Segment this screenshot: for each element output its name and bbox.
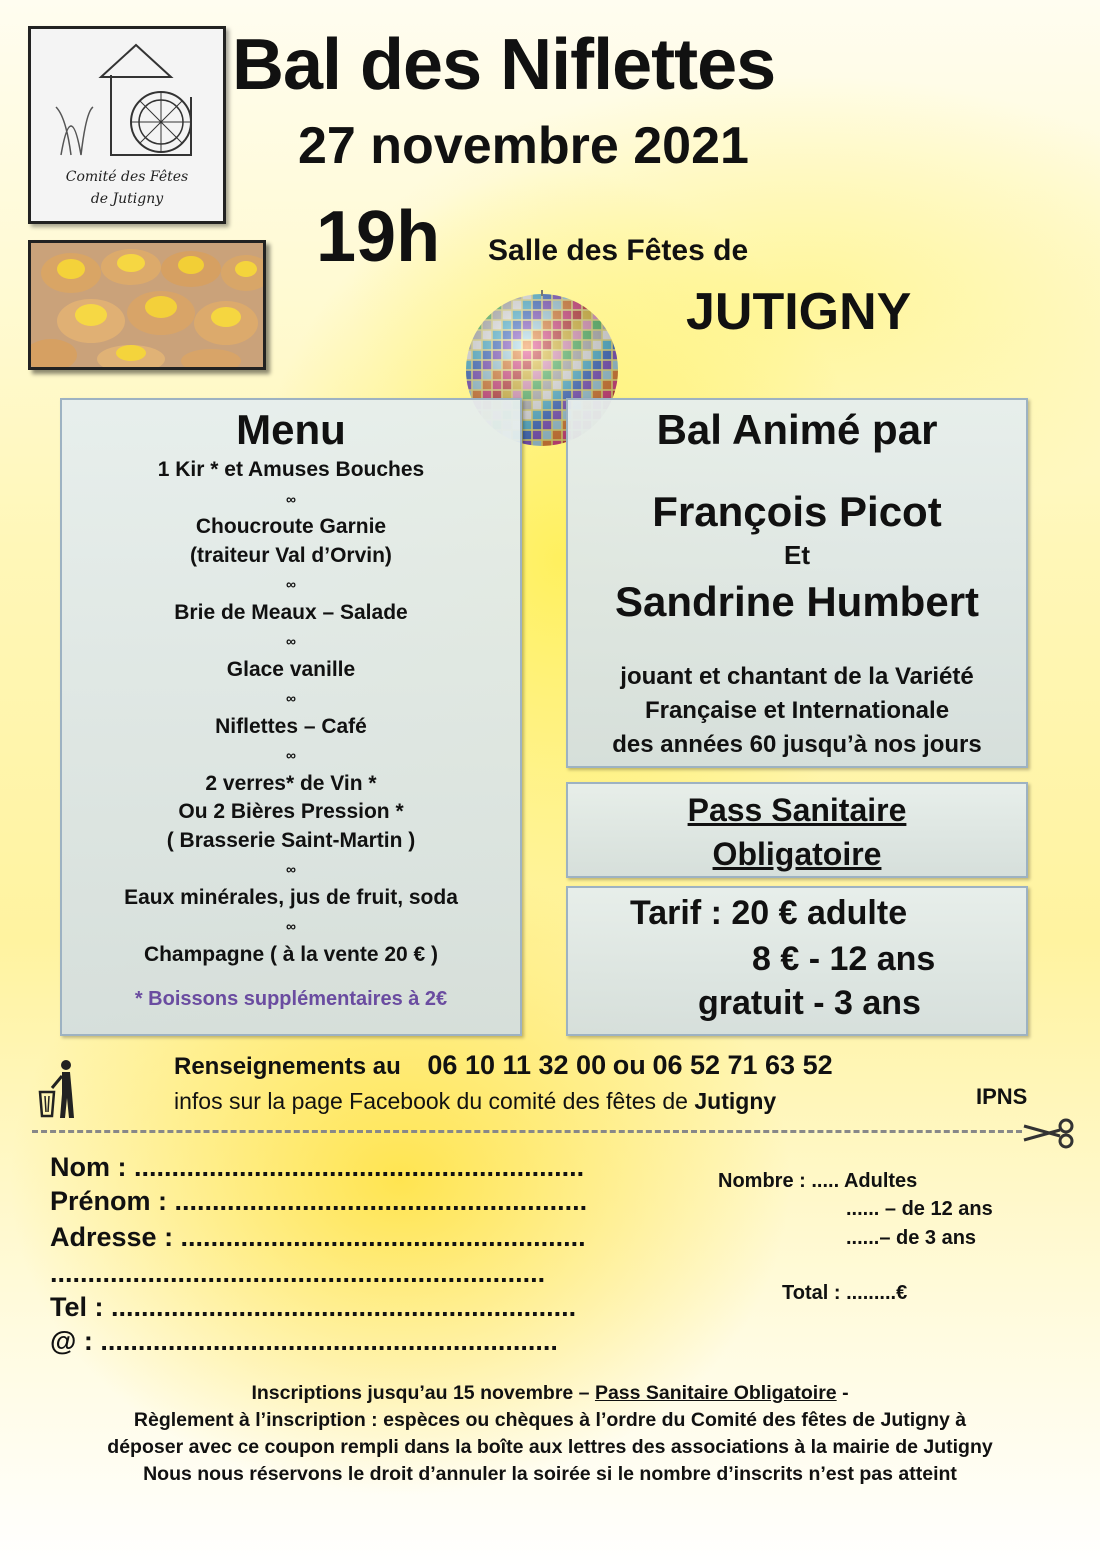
facebook-text: infos sur la page Facebook du comité des fêtes de [174, 1088, 688, 1114]
artist-conjunction: Et [784, 540, 810, 570]
menu-separator: ∞ [286, 633, 296, 649]
facebook-info [174, 1088, 776, 1115]
artist-name-2: Sandrine Humbert [614, 578, 980, 625]
windmill-icon [41, 37, 211, 167]
event-date: 27 novembre 2021 [298, 117, 749, 175]
footer-line-2: Règlement à l’inscription : espèces ou chèques à l’ordre du Comité des fêtes de Jutigny à [133, 1409, 967, 1431]
form-tel[interactable]: Tel : .............................................................. [50, 1292, 577, 1322]
phone-or: ou [612, 1050, 646, 1080]
footer-line-1 [0, 1380, 1100, 1407]
form-moins-12[interactable]: ...... – de 12 ans [846, 1198, 993, 1220]
menu-item: Brie de Meaux – Salade [174, 600, 408, 624]
band-description-line: Française et Internationale [644, 697, 950, 724]
event-title: Bal des Niflettes [232, 25, 776, 105]
phone-number-1: 06 10 11 32 00 [427, 1050, 607, 1080]
tarif-child: 8 € - 12 ans [752, 940, 936, 978]
menu-item: Ou 2 Bières Pression * [178, 800, 404, 823]
form-email[interactable]: @ : ............................................................. [50, 1326, 558, 1356]
form-nom[interactable]: Nom : ............................................................ [50, 1152, 585, 1182]
scissors-icon [1022, 1116, 1076, 1150]
menu-item: Eaux minérales, jus de fruit, soda [124, 885, 458, 909]
trash-icon [36, 1058, 84, 1122]
tarif-free: gratuit - 3 ans [698, 984, 921, 1022]
logo-text-line1: Comité des Fêtes [65, 169, 189, 185]
footer-line-4: Nous nous réservons le droit d’annuler la soirée si le nombre d’inscrits n’est pas atteint [143, 1463, 957, 1485]
band-title: Bal Animé par [656, 406, 938, 453]
contact-label: Renseignements au [174, 1053, 401, 1080]
menu-separator: ∞ [286, 861, 296, 877]
ipns-label: IPNS [976, 1084, 1028, 1109]
menu-item: (traiteur Val d’Orvin) [190, 543, 392, 567]
band-description [568, 660, 1026, 762]
form-prenom[interactable]: Prénom : ....................................................... [50, 1186, 588, 1216]
menu-item: ( Brasserie Saint-Martin ) [166, 828, 416, 852]
pass-sanitaire-panel [566, 782, 1028, 878]
menu-separator: ∞ [286, 690, 296, 706]
event-town: JUTIGNY [686, 283, 912, 341]
footer-pass: Pass Sanitaire Obligatoire [594, 1382, 837, 1404]
contact-line [174, 1050, 833, 1081]
form-nombre-adultes[interactable]: Nombre : ..... Adultes [718, 1170, 918, 1192]
event-venue: Salle des Fêtes de [488, 234, 749, 267]
menu-item: Champagne ( à la vente 20 € ) [143, 942, 439, 966]
menu-item: 1 Kir * et Amuses Bouches [157, 458, 425, 481]
form-total[interactable]: Total : .........€ [782, 1282, 908, 1304]
comite-logo [28, 26, 226, 224]
menu-separator: ∞ [286, 576, 296, 592]
menu-separator: ∞ [286, 918, 296, 934]
footer-notes [0, 1380, 1100, 1488]
tarif-panel [566, 886, 1028, 1036]
facebook-town: Jutigny [694, 1088, 777, 1114]
menu-separator: ∞ [286, 490, 296, 507]
form-adresse[interactable]: Adresse : ...................................................... [50, 1222, 586, 1252]
niflettes-photo [28, 240, 266, 370]
menu-item: Glace vanille [226, 657, 356, 681]
phone-number-2: 06 52 71 63 52 [652, 1050, 833, 1080]
band-description-line: des années 60 jusqu’à nos jours [612, 731, 982, 758]
menu-item: Choucroute Garnie [195, 515, 387, 538]
band-panel [566, 398, 1028, 768]
band-description-line: jouant et chantant de la Variété [620, 663, 974, 690]
footer-dash: - [842, 1382, 849, 1404]
menu-list [62, 456, 520, 969]
menu-separator: ∞ [286, 747, 296, 763]
footer-line-3: déposer avec ce coupon rempli dans la boîte aux lettres des associations à la mairie de Jutigny [107, 1436, 993, 1458]
event-time: 19h [316, 197, 441, 277]
form-adresse-2[interactable]: .................................................................. [50, 1258, 546, 1288]
footer-deadline: Inscriptions jusqu’au 15 novembre – [251, 1382, 590, 1404]
form-moins-3[interactable]: ......– de 3 ans [846, 1227, 977, 1249]
menu-panel [60, 398, 522, 1036]
menu-title: Menu [236, 406, 346, 453]
menu-item: 2 verres* de Vin * [205, 771, 377, 795]
artist-name-1: François Picot [652, 488, 942, 535]
menu-note: * Boissons supplémentaires à 2€ [134, 988, 448, 1010]
pass-line-1: Pass Sanitaire [687, 792, 907, 828]
tarif-adult: Tarif : 20 € adulte [630, 894, 908, 932]
logo-text-line2: de Jutigny [90, 191, 164, 207]
pass-line-2: Obligatoire [712, 836, 882, 872]
cut-line [32, 1130, 1022, 1133]
menu-item: Niflettes – Café [215, 714, 367, 738]
